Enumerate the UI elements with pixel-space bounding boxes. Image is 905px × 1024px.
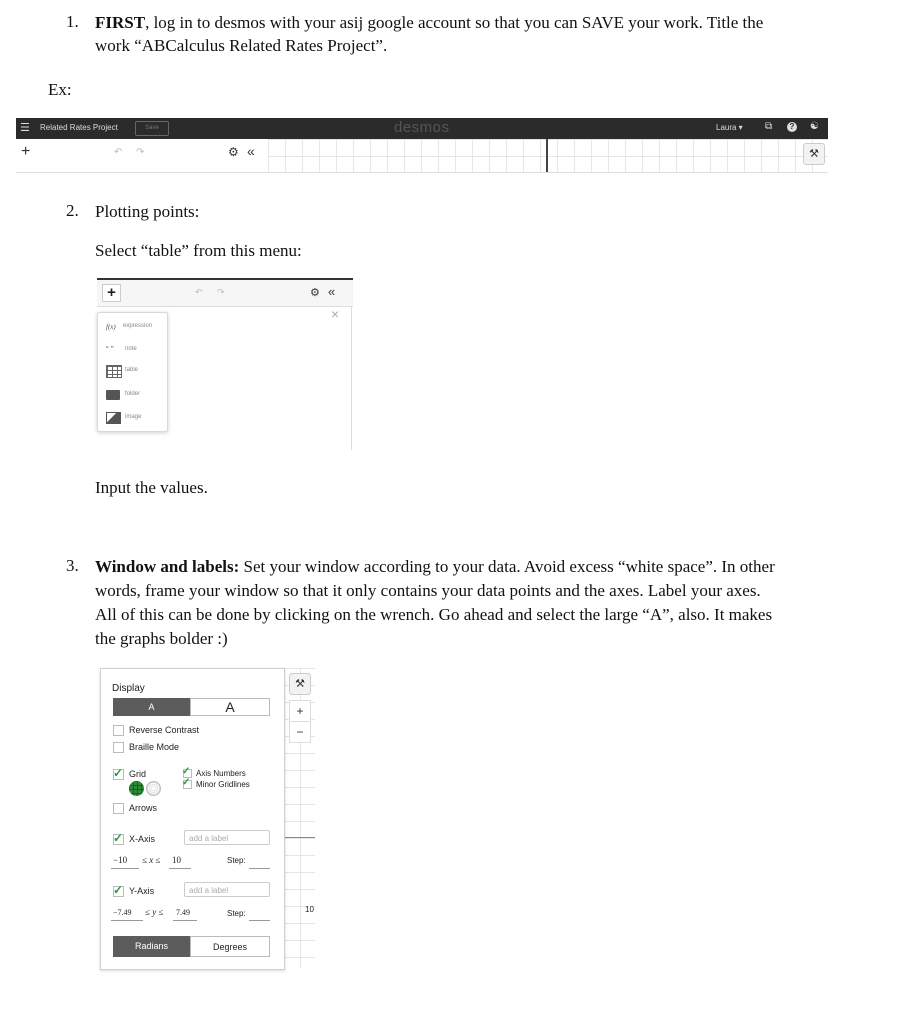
undo-icon[interactable]: ↶ xyxy=(114,147,123,158)
wrench-icon[interactable]: ⚒ xyxy=(803,143,825,165)
y-max-input[interactable]: 7.49 xyxy=(176,908,190,917)
folder-icon xyxy=(106,390,120,400)
graph-title[interactable]: Related Rates Project xyxy=(40,123,118,132)
item3-line2: words, frame your window so that it only contains your data points and the axes. Label your axes. xyxy=(95,581,761,600)
item2-after: Input the values. xyxy=(95,478,208,497)
check-icon: ✓ xyxy=(182,766,191,777)
desmos-header-bar xyxy=(16,118,828,139)
item1-bold: FIRST xyxy=(95,13,146,32)
gear-icon[interactable]: ⚙ xyxy=(228,145,239,159)
save-button[interactable]: Save xyxy=(135,121,169,136)
note-icon: “ ” xyxy=(106,345,114,354)
x-min-underline xyxy=(111,868,139,869)
zoom-in-button[interactable]: + xyxy=(289,700,311,722)
menu-item-expression[interactable]: expression xyxy=(123,323,153,329)
x-max-input[interactable]: 10 xyxy=(172,855,181,865)
graph-settings-panel xyxy=(100,668,285,970)
y-axis-label: Y-Axis xyxy=(129,886,155,896)
table-icon xyxy=(106,365,122,378)
x-min-input[interactable]: −10 xyxy=(113,855,128,865)
item2-heading: Plotting points: xyxy=(95,202,200,221)
zoom-out-button[interactable]: − xyxy=(289,721,311,743)
item3-number: 3. xyxy=(66,556,79,575)
item3-line1 xyxy=(95,556,885,578)
expression-icon: f(x) xyxy=(106,323,116,331)
check-icon: ✓ xyxy=(113,766,124,780)
menu-item-folder[interactable]: folder xyxy=(125,391,141,397)
wrench-icon[interactable]: ⚒ xyxy=(289,673,311,695)
menu-item-image[interactable]: image xyxy=(125,414,142,420)
image-icon xyxy=(106,412,121,424)
x-step-label: Step: xyxy=(227,856,246,865)
arrows-label: Arrows xyxy=(129,803,158,813)
item2-instruction: Select “table” from this menu: xyxy=(95,241,302,260)
item1-line1 xyxy=(95,12,875,34)
large-text-button[interactable]: A xyxy=(190,698,270,716)
undo-icon[interactable]: ↶ xyxy=(195,287,203,297)
y-range-relation: ≤ y ≤ xyxy=(145,907,164,917)
minor-gridlines-label: Minor Gridlines xyxy=(196,780,250,789)
small-text-button[interactable]: A xyxy=(113,698,190,716)
y-max-underline xyxy=(173,920,197,921)
item2-number: 2. xyxy=(66,201,79,220)
check-icon: ✓ xyxy=(113,831,124,845)
x-axis-label: X-Axis xyxy=(129,834,156,844)
collapse-icon[interactable]: « xyxy=(328,284,336,299)
redo-icon[interactable]: ↷ xyxy=(217,287,225,297)
add-item-button[interactable]: + xyxy=(102,284,121,302)
cartesian-grid-icon[interactable] xyxy=(129,781,144,796)
collapse-icon[interactable]: « xyxy=(247,143,255,159)
gear-icon[interactable]: ⚙ xyxy=(310,287,320,299)
check-icon: ✓ xyxy=(182,777,191,788)
tick-label: 10 xyxy=(305,905,314,914)
x-axis-line xyxy=(283,837,315,838)
desmos-logo: desmos xyxy=(394,119,450,136)
braille-label: Braille Mode xyxy=(129,742,180,752)
x-range-relation: ≤ x ≤ xyxy=(142,855,161,865)
y-axis-label-input[interactable]: add a label xyxy=(184,882,270,897)
menu-item-note[interactable]: note xyxy=(125,346,137,352)
item3-line4: the graphs bolder :) xyxy=(95,629,228,648)
item1-text: , log in to desmos with your asij google account so that you can SAVE your work. Title the xyxy=(145,13,764,32)
add-menu-popup xyxy=(97,312,168,432)
y-step-input[interactable] xyxy=(249,920,270,921)
close-icon[interactable]: × xyxy=(331,306,340,322)
menu-item-table[interactable]: table xyxy=(125,367,139,373)
example-label: Ex: xyxy=(48,80,72,99)
y-min-underline xyxy=(111,920,143,921)
degrees-button[interactable]: Degrees xyxy=(190,936,270,957)
hamburger-icon[interactable]: ☰ xyxy=(20,122,30,134)
graph-area-strip[interactable] xyxy=(268,139,828,172)
y-step-label: Step: xyxy=(227,909,246,918)
x-max-underline xyxy=(169,868,191,869)
user-menu[interactable]: Laura ▾ xyxy=(716,123,743,132)
share-icon[interactable]: ⧉ xyxy=(765,121,773,132)
x-axis-label-input[interactable]: add a label xyxy=(184,830,270,845)
help-icon[interactable]: ? xyxy=(787,122,797,132)
item3-text1: Set your window according to your data. Avoid excess “white space”. In other xyxy=(239,557,775,576)
y-min-input[interactable]: −7.49 xyxy=(113,908,132,917)
reverse-contrast-checkbox[interactable] xyxy=(113,725,124,736)
y-axis-line xyxy=(546,139,548,172)
reverse-contrast-label: Reverse Contrast xyxy=(129,725,200,735)
grid-label: Grid xyxy=(129,769,147,779)
redo-icon[interactable]: ↷ xyxy=(136,147,145,158)
radians-button[interactable]: Radians xyxy=(113,936,190,957)
item3-line3: All of this can be done by clicking on the wrench. Go ahead and select the large “A”, also. It makes xyxy=(95,605,773,624)
language-icon[interactable]: ☯ xyxy=(810,121,819,132)
arrows-checkbox[interactable] xyxy=(113,803,124,814)
braille-checkbox[interactable] xyxy=(113,742,124,753)
desmos-toolbar xyxy=(16,139,828,173)
item3-bold: Window and labels: xyxy=(95,557,240,576)
display-heading: Display xyxy=(112,683,145,694)
panel-edge xyxy=(351,306,352,450)
x-step-input[interactable] xyxy=(249,868,270,869)
polar-grid-icon[interactable] xyxy=(146,781,161,796)
item1-number: 1. xyxy=(66,12,79,31)
check-icon: ✓ xyxy=(113,883,124,897)
item1-line2: work “ABCalculus Related Rates Project”. xyxy=(95,36,388,55)
add-item-button[interactable]: + xyxy=(21,143,31,160)
axis-numbers-label: Axis Numbers xyxy=(196,769,246,778)
